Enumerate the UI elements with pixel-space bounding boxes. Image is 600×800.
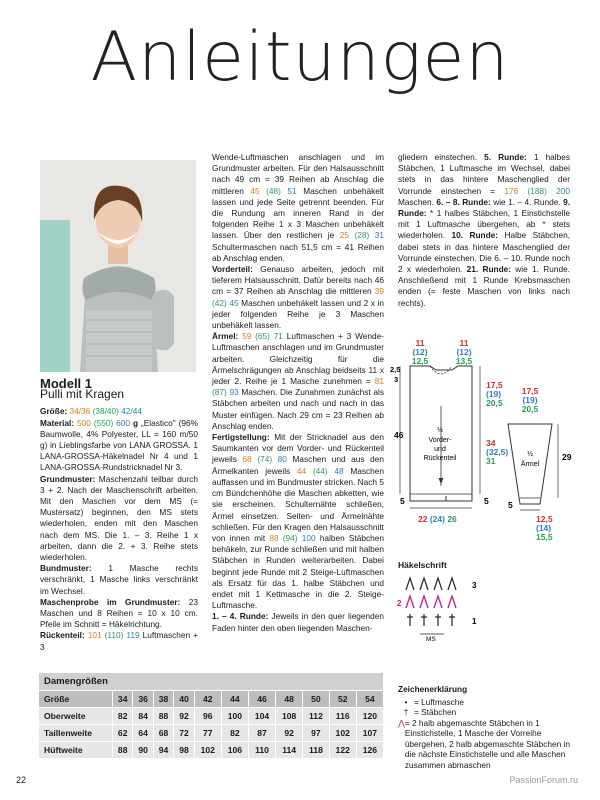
text-run: 101: [84, 630, 105, 641]
size-cell: 40: [174, 691, 194, 708]
size-cell: 112: [303, 708, 329, 725]
paragraph-maschenprobe: [40, 597, 198, 631]
text-run: 200: [556, 185, 570, 196]
text-run: „Elastico" (96% Baumwolle, 4% Polyester, LL = 160 m/50 g) in Lieblingsfarbe von LANA GROSSA. 1 LANA-GROSSA-Häkelnadel Nr 4 und 1 LANA-GROSSA-Rundstricknadel Nr 3.: [40, 417, 198, 473]
row-label-2: 2: [397, 599, 402, 608]
text-run: (550): [93, 417, 117, 428]
text-run: 51: [287, 185, 297, 196]
legend-item-3: [398, 718, 578, 771]
rich-groesse: [70, 406, 142, 416]
text-run: (42): [212, 297, 230, 308]
text-run: Halbe Stäbchen, dabei stets in das hintere Maschenglied der Vorrunde einstechen. Die 6. – 10. Runde noch 2 x wiederholen.: [398, 230, 570, 275]
sleeve-bund: 5: [508, 500, 513, 510]
sleeve-top-3: 20,5: [521, 404, 539, 414]
text-run: Schultermaschen nach 51,5 cm = 41 Reihen ab Anschlag enden.: [212, 241, 384, 263]
body-right-measure-2: [486, 438, 508, 466]
paragraph-groesse: [40, 406, 198, 417]
size-cell: 52: [329, 691, 356, 708]
size-cell: 97: [303, 725, 329, 742]
text-run: 45: [229, 297, 239, 308]
svg-text:17,5: 17,5: [486, 380, 503, 390]
text-run: (44): [312, 465, 335, 476]
size-table-title: Damengrößen: [39, 673, 384, 691]
sleeve-bottom-3: 15,5: [536, 532, 553, 542]
double-crochet-icon: †: [403, 707, 409, 717]
sleeve-top-1: 17,5: [521, 386, 539, 396]
svg-text:13,5: 13,5: [455, 356, 473, 366]
text-run: 44: [296, 465, 313, 476]
text-run: Maschen und aus den Ärmelkanten jeweils: [212, 454, 384, 476]
row-label-3: 3: [472, 581, 477, 590]
text-run: Maschen auffassen und im Bundmuster stricken. Nach 5 cm Bündchenhöhe die Maschen abketten, wie sie erscheinen. Schulternähte schließen, Ärmel einsetzen. Seiten- und Ärmelnähte schließen. Für den Kragen den Halsausschnitt von innen mit: [212, 465, 384, 543]
sleeve-height: 29: [562, 452, 572, 462]
size-cell: 122: [329, 742, 356, 759]
crochet-row-3: [406, 578, 456, 590]
text-run: 48: [334, 465, 344, 476]
rich-aermel: [212, 331, 384, 431]
svg-text:(12): (12): [456, 347, 472, 357]
column-1: [40, 378, 198, 653]
text-run: Luftmaschen + 3 Wende-Luftmaschen anschlagen und im Grundmuster arbeiten. Gleichzeitig für die Ärmelschrägungen ab Anschlag beidseits 11 x jeder 2. Reihe je 1 Masche zunehmen =: [212, 331, 384, 387]
text-run: Maschen unbehäkelt lassen und jede Seite getrennt beenden. Für die Rundung am inneren Rand in der folgenden Reihe 1 x 3 Maschen unbehäkelt lassen. Über den restlichen je: [212, 185, 384, 241]
crochet-row-2: [406, 596, 456, 608]
size-cell: 118: [303, 742, 329, 759]
text-run: 39: [374, 286, 384, 297]
label-material: Material:: [40, 417, 75, 428]
size-cell: 116: [329, 708, 356, 725]
body-top-measure-1: [412, 338, 429, 366]
size-row-label: Oberweite: [39, 708, 113, 725]
legend-text-3: = 2 halb abgemaschte Stäbchen in 1 Einstichstelle, 1 Masche der Vorreihe übergehen, 2 halb abgemaschte Stäbchen in die nächste Einstichstelle und alle Maschen zusammen abmaschen: [404, 717, 570, 770]
size-cell: 68: [153, 725, 173, 742]
label-rueckenteil: Rückenteil:: [40, 630, 85, 641]
text-run: Maschen.: [398, 196, 437, 207]
text-run: 80: [277, 454, 287, 465]
size-cell: 114: [276, 742, 303, 759]
text-run: 93: [229, 387, 239, 398]
text-run: wie 1. Runde. Anschließend mit 1 Runde Krebsmaschen enden (= feste Maschen von links nach rechts).: [398, 264, 570, 308]
text-run: (87): [212, 387, 230, 398]
label-runde: 1. – 4. Runde:: [212, 611, 269, 622]
label-grundmuster: Grundmuster:: [40, 473, 96, 484]
crochet-row-1: [407, 614, 455, 626]
body-bund-label: 5: [400, 496, 405, 506]
paragraph-runde: [212, 611, 384, 633]
text-run: 88: [269, 532, 283, 543]
size-table-row: [39, 742, 384, 759]
label-maschenprobe: Maschenprobe im Grundmuster:: [40, 596, 181, 607]
text-run: g: [132, 417, 141, 428]
body-right-measure-1: [486, 380, 503, 408]
text-run: Maschen. Die Zunahmen zunächst als Stäbchen arbeiten und nach und nach in das Muster einfügen. Nach 29 cm = 23 Reihen ab Anschlag enden.: [212, 387, 384, 431]
text-run: 1 halbes Stäbchen, 1 Luftmasche im Wechsel, dabei stets in das hintere Maschenglied der Vorrunde einstechen =: [398, 152, 570, 196]
text-run: 9. Runde:: [398, 196, 570, 219]
paragraph-bundmuster: [40, 563, 198, 597]
text-run: 10. Runde:: [451, 230, 499, 241]
svg-text:34: 34: [486, 438, 496, 448]
cluster-stitch-icon: ⋀: [398, 717, 405, 728]
size-cell: 88: [113, 742, 133, 759]
size-table-row: [39, 691, 384, 708]
text-run: (65): [255, 331, 274, 342]
text-run: 25: [339, 230, 355, 241]
svg-text:20,5: 20,5: [486, 398, 503, 408]
text-run: 6. – 8. Runde:: [436, 196, 491, 207]
body-neck-depth-1: 2,5: [390, 365, 401, 374]
sleeve-bottom-2: (14): [536, 523, 552, 533]
label-fertig: Fertigstellung:: [212, 432, 270, 443]
text-bundmuster: 1 Masche rechts verschränkt, 1 Masche links verschränkt im Wechsel.: [40, 563, 198, 596]
text-run: 68: [242, 454, 258, 465]
legend-item-1: [398, 697, 578, 708]
text-run: (48): [266, 185, 288, 196]
size-table: [38, 672, 384, 759]
text-run: 45: [250, 185, 267, 196]
text-run: 71: [273, 331, 283, 342]
paragraph-rueckenteil: [40, 630, 198, 652]
text-run: 5. Runde:: [484, 152, 527, 162]
paragraph-aermel: [212, 331, 384, 432]
text-grundmuster: Maschenzahl teilbar durch 3 + 2. Nach der Maschenschrift arbeiten. Mit den Maschen vor dem MS (= Mustersatz) beginnen, den MS stets wiederholen, enden mit den Maschen nach dem MS. Die 1. – 3. Reihe 1 x arbeiten, dann die 2. + 3. Reihe stets wiederholen.: [40, 473, 198, 563]
text-run: (74): [257, 454, 278, 465]
sleeve-label-half: ½: [527, 451, 533, 458]
size-cell: 108: [276, 708, 303, 725]
woman-photo-icon: [40, 160, 196, 372]
svg-text:11: 11: [415, 338, 425, 348]
size-cell: 36: [133, 691, 153, 708]
size-cell: 120: [356, 708, 383, 725]
svg-text:(12): (12): [412, 347, 428, 357]
text-run: 119: [126, 630, 140, 641]
text-run: Maschen unbehäkelt lassen und 2 x in jeder folgenden Reihe je 3 Maschen unbehäkelt lassen.: [212, 297, 384, 331]
label-vorderteil: Vorderteil:: [212, 264, 253, 275]
size-cell: 46: [248, 691, 275, 708]
body-bottom-measure: 22 (24) 26: [418, 514, 457, 524]
paragraph-grundmuster: [40, 474, 198, 564]
size-cell: 102: [194, 742, 221, 759]
chain-stitch-icon: •: [404, 696, 408, 707]
size-cell: 126: [356, 742, 383, 759]
text-run: (94): [282, 532, 302, 543]
text-run: wie 1. – 4. Runde.: [490, 196, 564, 207]
rich-fertig: [212, 432, 384, 610]
size-cell: 72: [174, 725, 194, 742]
size-cell: 54: [356, 691, 383, 708]
pattern-schematic: [390, 336, 590, 546]
size-cell: 107: [356, 725, 383, 742]
text-run: 31: [374, 230, 384, 241]
legend-symbols: [398, 684, 578, 770]
paragraph-material: [40, 418, 198, 474]
body-label-2: und: [434, 446, 446, 453]
text-run: 21. Runde:: [466, 264, 512, 275]
crochet-chart: [398, 572, 488, 642]
size-cell: 104: [248, 708, 275, 725]
text-run: Luftmaschen + 3: [40, 630, 198, 652]
svg-text:(19): (19): [486, 389, 502, 399]
size-row-label: Taillenweite: [39, 725, 113, 742]
model-title: Modell 1: [40, 376, 93, 391]
size-cell: 38: [153, 691, 173, 708]
svg-text:12,5: 12,5: [411, 356, 429, 366]
size-cell: 34: [113, 691, 133, 708]
size-cell: 82: [113, 708, 133, 725]
size-cell: 62: [113, 725, 133, 742]
paragraph-rueckenteil-cont: [212, 152, 384, 264]
size-row-label: Größe: [39, 691, 113, 708]
text-run: 34/36: [69, 406, 91, 417]
page-title: Anleitungen: [90, 18, 510, 97]
size-cell: 84: [133, 708, 153, 725]
text-run: 81: [374, 376, 384, 387]
size-cell: 92: [276, 725, 303, 742]
paragraph-fertig: [212, 432, 384, 611]
haekelschrift-title: Häkelschrift: [398, 560, 447, 570]
size-cell: 88: [153, 708, 173, 725]
text-run: 59: [238, 331, 256, 342]
size-cell: 50: [303, 691, 329, 708]
legend-text-1: = Luftmasche: [414, 696, 465, 707]
legend-text-2: = Stäbchen: [414, 707, 457, 717]
text-run: 100: [301, 532, 316, 543]
body-height: 46: [394, 430, 404, 440]
label-aermel: Ärmel:: [212, 331, 239, 342]
size-cell: 42: [194, 691, 221, 708]
paragraph-vorderteil: [212, 264, 384, 331]
text-runde: Jeweils in den quer liegenden Faden hinter den oben liegenden Maschen-: [212, 611, 384, 633]
text-run: (188): [527, 185, 557, 196]
size-cell: 106: [221, 742, 248, 759]
body-bund-right: 5: [484, 496, 489, 506]
size-table-row: [39, 708, 384, 725]
size-cell: 92: [174, 708, 194, 725]
sleeve-label: Ärmel: [520, 461, 540, 468]
model-subtitle: Pulli mit Kragen: [40, 387, 125, 402]
size-cell: 102: [329, 725, 356, 742]
sleeve-top-2: (19): [522, 395, 538, 405]
size-cell: 100: [221, 708, 248, 725]
paragraph-kragen-runden: [398, 152, 570, 309]
body-label-1: Vorder-: [428, 437, 452, 444]
size-cell: 98: [174, 742, 194, 759]
sleeve-bottom-1: 12,5: [536, 514, 553, 524]
ms-label: MS: [426, 636, 436, 643]
column-3: [398, 152, 570, 309]
size-cell: 82: [221, 725, 248, 742]
text-run: Wende-Luftmaschen anschlagen und im Grundmuster arbeiten. Für den Halsausschnitt nach 49 cm = 39 Reihen ab Anschlag die mittleren: [212, 152, 384, 196]
svg-text:11: 11: [459, 338, 469, 348]
size-cell: 90: [133, 742, 153, 759]
label-bundmuster: Bundmuster:: [40, 563, 92, 574]
body-label-3: Rückenteil: [423, 455, 457, 462]
size-cell: 48: [276, 691, 303, 708]
legend-title: Zeichenerklärung: [398, 684, 468, 694]
text-run: (110): [104, 630, 127, 641]
row-label-1: 1: [472, 617, 477, 626]
size-table-row: [39, 725, 384, 742]
size-cell: 77: [194, 725, 221, 742]
size-cell: 96: [194, 708, 221, 725]
legend-item-2: [398, 707, 578, 718]
sleeve-schematic: [508, 386, 572, 542]
model-photo: [40, 160, 196, 372]
text-run: Genauso arbeiten, jedoch mit tieferem Halsausschnitt. Dafür bereits nach 46 cm = 37 Reihen ab Anschlag die mittleren: [212, 264, 384, 297]
body-label-half: ½: [437, 427, 443, 434]
body-neck-depth-2: 3: [394, 375, 399, 384]
text-run: 600: [116, 417, 133, 428]
text-run: Mit der Stricknadel aus den Saumkanten vor dem Vorder- und Rückenteil jeweils: [212, 432, 384, 465]
size-cell: 64: [133, 725, 153, 742]
text-maschenprobe: 23 Maschen und 8 Reihen = 10 x 10 cm. Pfeile im Schnitt = Häkelrichtung.: [40, 596, 198, 630]
body-schematic: [390, 338, 508, 524]
svg-text:(32,5): (32,5): [486, 447, 509, 457]
size-row-label: Hüftweite: [39, 742, 113, 759]
text-run: (28): [354, 230, 375, 241]
watermark: PassionForum.ru: [509, 775, 578, 785]
size-cell: 87: [248, 725, 275, 742]
column-2: [212, 152, 384, 634]
text-run: 42/44: [121, 406, 142, 417]
text-run: 500: [74, 417, 94, 428]
text-run: halben Stäbchen behäkeln, zur Runde schließen und mit halben Stäbchen in Runden weiterarbeiten. Dabei beginnt jede Runde mit 2 Steige-Luftmaschen als Ersatz für das 1. halbe Stäbchen und endet mit 1 Kettmasche in die 2. Steige-Luftmasche.: [212, 532, 384, 611]
size-cell: 44: [221, 691, 248, 708]
label-groesse: Größe:: [40, 406, 68, 417]
text-run: (38/40): [90, 406, 122, 417]
text-run: gliedern einstechen.: [398, 152, 485, 162]
size-cell: 94: [153, 742, 173, 759]
size-cell: 110: [248, 742, 275, 759]
text-run: 176: [504, 185, 528, 196]
text-run: * 1 halbes Stäbchen, 1 Einstichstelle mit 1 Luftmasche übergehen, ab * stets wiederholen.: [398, 208, 570, 241]
body-top-measure-2: [456, 338, 473, 366]
svg-text:31: 31: [486, 456, 496, 466]
page-number: 22: [16, 775, 27, 785]
